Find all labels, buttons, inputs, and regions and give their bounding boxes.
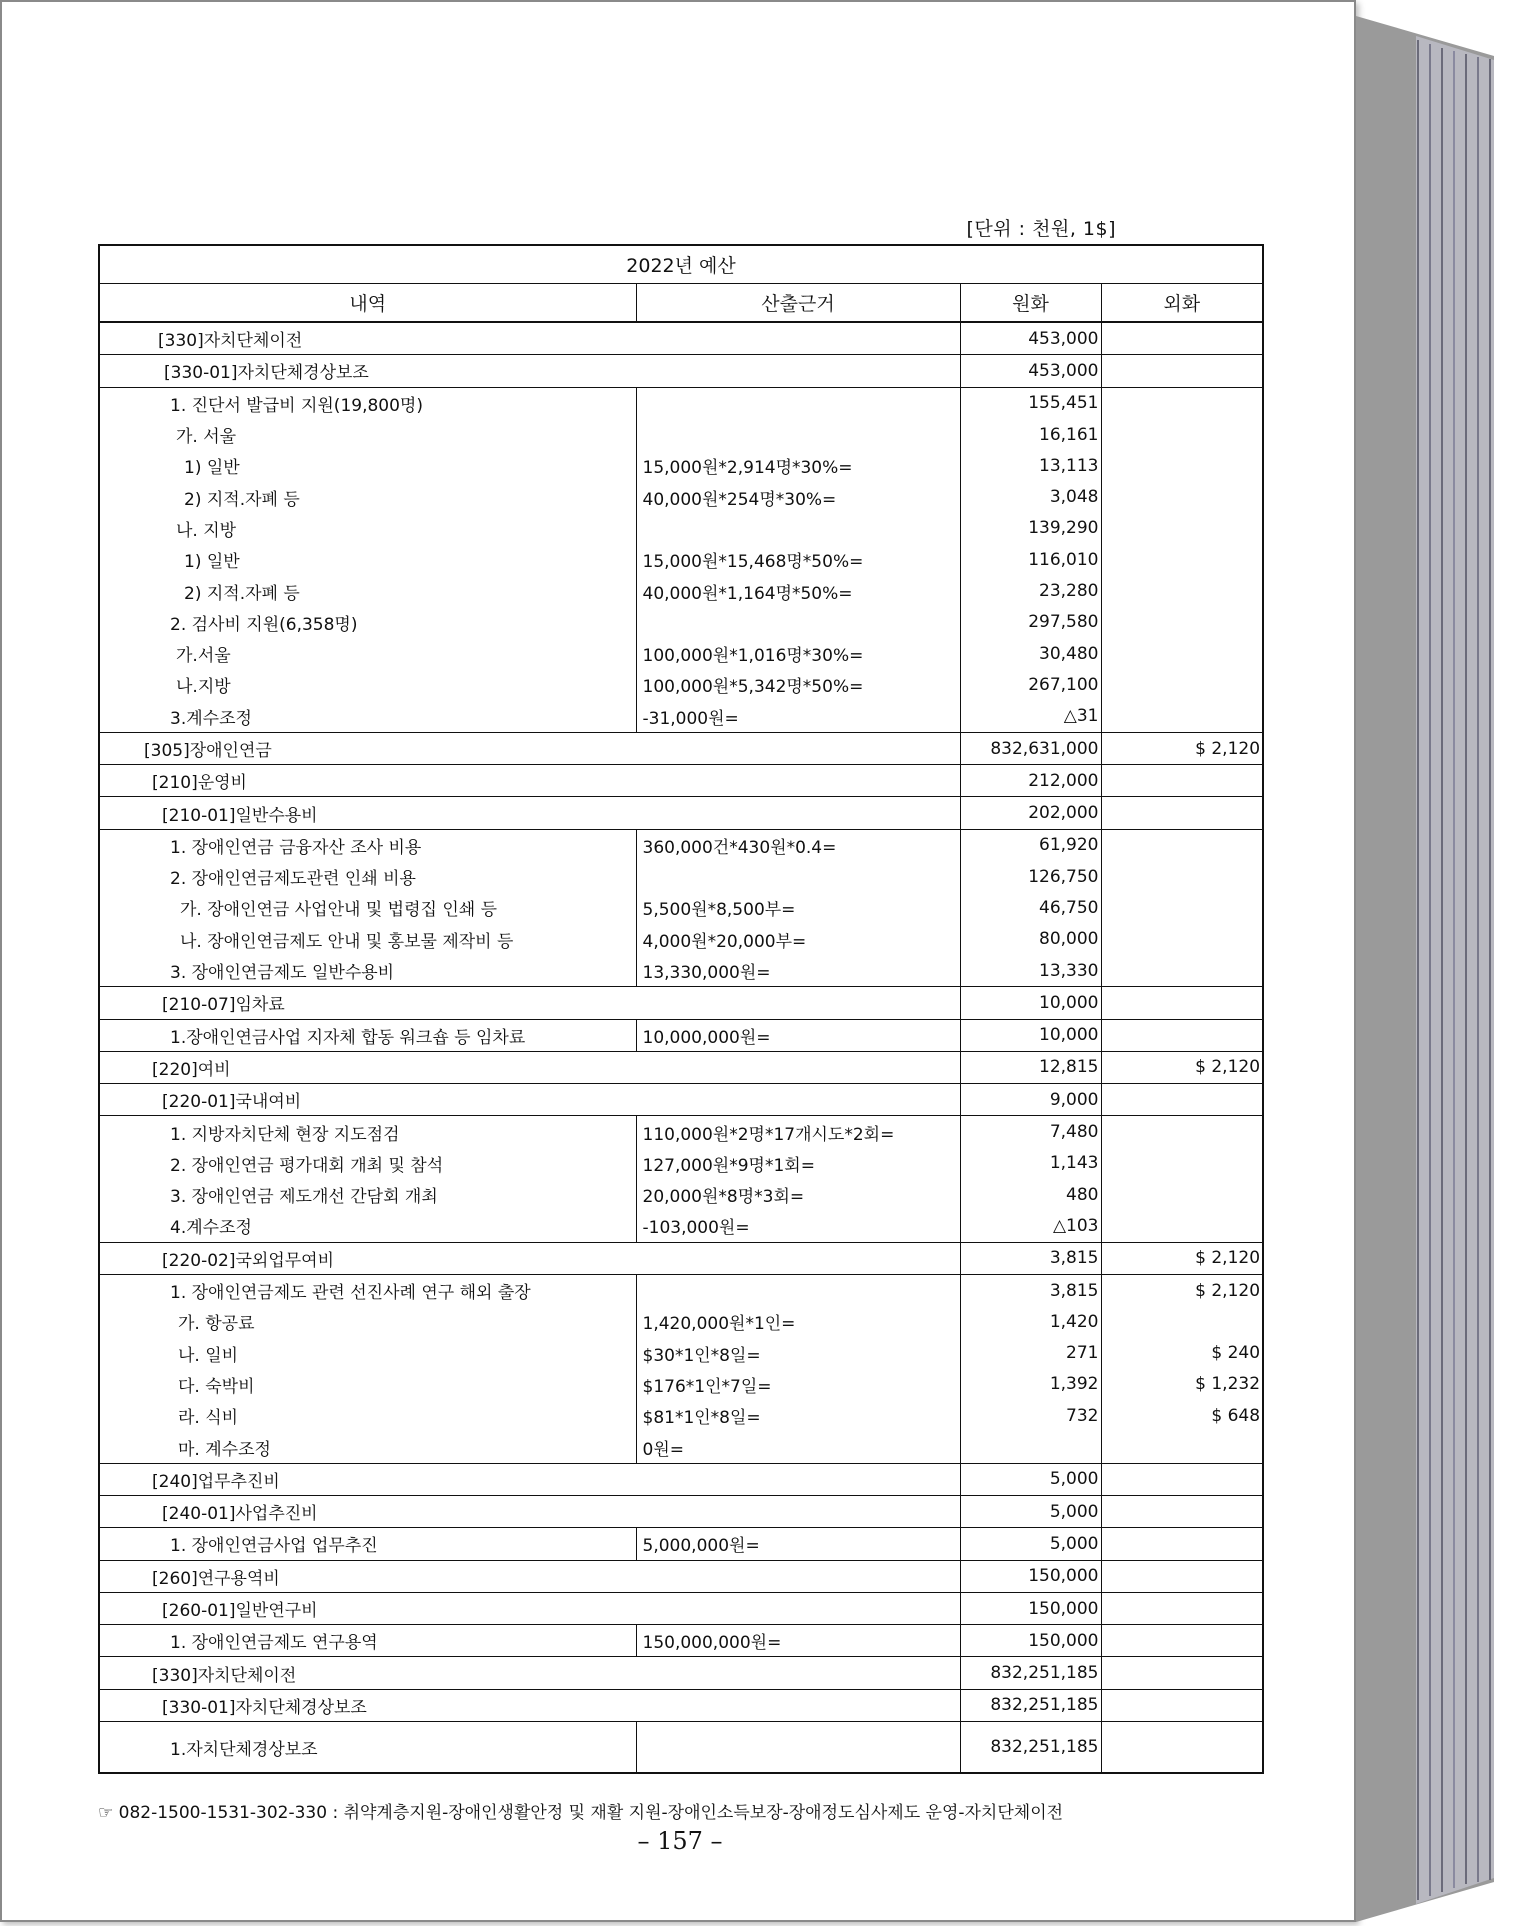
row-description: 3.계수조정 — [99, 701, 636, 733]
row-foreign-amount — [1101, 987, 1263, 1019]
row-krw-amount: 150,000 — [960, 1592, 1101, 1624]
table-row — [99, 481, 1263, 512]
table-row — [99, 1592, 1263, 1624]
row-description: [330]자치단체이전 — [99, 322, 960, 355]
row-description: [210-01]일반수용비 — [99, 797, 960, 829]
row-krw-amount: 80,000 — [960, 924, 1101, 955]
row-foreign-amount: $ 648 — [1101, 1400, 1263, 1431]
row-description: 4.계수조정 — [99, 1210, 636, 1242]
table-row — [99, 1051, 1263, 1083]
row-description: 3. 장애인연금 제도개선 간담회 개최 — [99, 1179, 636, 1210]
row-foreign-amount — [1101, 450, 1263, 481]
row-krw-amount: 271 — [960, 1338, 1101, 1369]
row-description: [220]여비 — [99, 1051, 960, 1083]
row-basis — [636, 607, 960, 638]
row-krw-amount: 7,480 — [960, 1116, 1101, 1148]
row-foreign-amount — [1101, 955, 1263, 987]
row-krw-amount: 3,048 — [960, 481, 1101, 512]
row-basis: 5,500원*8,500부= — [636, 892, 960, 923]
table-row — [99, 1722, 1263, 1774]
row-basis: 100,000원*5,342명*50%= — [636, 669, 960, 700]
row-basis: $176*1인*7일= — [636, 1369, 960, 1400]
table-row — [99, 1084, 1263, 1116]
book-page-edges — [1356, 16, 1494, 1922]
row-krw-amount: 16,161 — [960, 419, 1101, 450]
row-description: [260-01]일반연구비 — [99, 1592, 960, 1624]
row-basis: 40,000원*254명*30%= — [636, 481, 960, 512]
table-row — [99, 1625, 1263, 1657]
row-description: 2) 지적.자폐 등 — [99, 575, 636, 606]
row-description: 가. 서울 — [99, 419, 636, 450]
row-foreign-amount — [1101, 575, 1263, 606]
row-description: [305]장애인연금 — [99, 732, 960, 764]
row-foreign-amount — [1101, 419, 1263, 450]
row-description: 가. 항공료 — [99, 1306, 636, 1337]
row-basis — [636, 861, 960, 892]
row-krw-amount: 480 — [960, 1179, 1101, 1210]
row-foreign-amount: $ 2,120 — [1101, 1051, 1263, 1083]
row-krw-amount: 155,451 — [960, 387, 1101, 419]
row-krw-amount: 10,000 — [960, 987, 1101, 1019]
row-foreign-amount — [1101, 322, 1263, 355]
row-basis: -103,000원= — [636, 1210, 960, 1242]
table-row — [99, 955, 1263, 987]
row-description: 가.서울 — [99, 638, 636, 669]
row-foreign-amount — [1101, 669, 1263, 700]
table-row — [99, 669, 1263, 700]
row-foreign-amount — [1101, 1657, 1263, 1689]
row-foreign-amount — [1101, 1528, 1263, 1560]
row-basis: 0원= — [636, 1431, 960, 1463]
row-basis: 1,420,000원*1인= — [636, 1306, 960, 1337]
row-basis — [636, 1274, 960, 1306]
row-foreign-amount — [1101, 1431, 1263, 1463]
row-foreign-amount — [1101, 387, 1263, 419]
row-description: 라. 식비 — [99, 1400, 636, 1431]
row-foreign-amount — [1101, 829, 1263, 861]
row-krw-amount: 46,750 — [960, 892, 1101, 923]
row-krw-amount: 150,000 — [960, 1560, 1101, 1592]
row-basis: 4,000원*20,000부= — [636, 924, 960, 955]
table-row — [99, 1369, 1263, 1400]
row-basis: 13,330,000원= — [636, 955, 960, 987]
row-krw-amount: 9,000 — [960, 1084, 1101, 1116]
row-foreign-amount — [1101, 797, 1263, 829]
row-krw-amount: 5,000 — [960, 1463, 1101, 1495]
table-row — [99, 419, 1263, 450]
row-krw-amount: 453,000 — [960, 355, 1101, 387]
row-krw-amount: 61,920 — [960, 829, 1101, 861]
row-foreign-amount: $ 2,120 — [1101, 1242, 1263, 1274]
row-krw-amount: 13,113 — [960, 450, 1101, 481]
row-foreign-amount — [1101, 1722, 1263, 1774]
row-foreign-amount — [1101, 1560, 1263, 1592]
table-row — [99, 387, 1263, 419]
row-foreign-amount — [1101, 1463, 1263, 1495]
table-row — [99, 607, 1263, 638]
table-row — [99, 638, 1263, 669]
row-krw-amount: 3,815 — [960, 1274, 1101, 1306]
table-row — [99, 322, 1263, 355]
row-foreign-amount — [1101, 1592, 1263, 1624]
row-description: [210]운영비 — [99, 765, 960, 797]
row-description: 2) 지적.자폐 등 — [99, 481, 636, 512]
row-description: 가. 장애인연금 사업안내 및 법령집 인쇄 등 — [99, 892, 636, 923]
unit-label: [단위 : 천원, 1$] — [966, 218, 1116, 240]
row-description: 나. 일비 — [99, 1338, 636, 1369]
row-krw-amount: 3,815 — [960, 1242, 1101, 1274]
table-row — [99, 1306, 1263, 1337]
row-basis: 10,000,000원= — [636, 1019, 960, 1051]
row-foreign-amount — [1101, 701, 1263, 733]
row-description: 3. 장애인연금제도 일반수용비 — [99, 955, 636, 987]
table-row — [99, 732, 1263, 764]
table-row — [99, 987, 1263, 1019]
row-krw-amount: 1,143 — [960, 1148, 1101, 1179]
row-description: 다. 숙박비 — [99, 1369, 636, 1400]
row-foreign-amount — [1101, 1148, 1263, 1179]
column-header-basis: 산출근거 — [636, 284, 960, 323]
row-description: [240]업무추진비 — [99, 1463, 960, 1495]
table-row — [99, 1528, 1263, 1560]
row-basis: 15,000원*15,468명*50%= — [636, 544, 960, 575]
row-foreign-amount — [1101, 924, 1263, 955]
row-foreign-amount — [1101, 1625, 1263, 1657]
table-row — [99, 544, 1263, 575]
row-description: 마. 계수조정 — [99, 1431, 636, 1463]
table-row — [99, 1274, 1263, 1306]
table-row — [99, 1210, 1263, 1242]
table-row — [99, 1560, 1263, 1592]
row-basis: 40,000원*1,164명*50%= — [636, 575, 960, 606]
row-krw-amount: 5,000 — [960, 1495, 1101, 1527]
column-header-foreign: 외화 — [1101, 284, 1263, 323]
table-row — [99, 1689, 1263, 1721]
table-row — [99, 924, 1263, 955]
row-krw-amount: 1,420 — [960, 1306, 1101, 1337]
table-row — [99, 1400, 1263, 1431]
table-row — [99, 1495, 1263, 1527]
budget-table — [98, 244, 1264, 1774]
row-description: 2. 검사비 지원(6,358명) — [99, 607, 636, 638]
row-foreign-amount — [1101, 1019, 1263, 1051]
table-row — [99, 765, 1263, 797]
row-krw-amount: 116,010 — [960, 544, 1101, 575]
row-description: [210-07]임차료 — [99, 987, 960, 1019]
row-foreign-amount — [1101, 892, 1263, 923]
row-basis: -31,000원= — [636, 701, 960, 733]
row-foreign-amount — [1101, 765, 1263, 797]
row-description: 1. 장애인연금제도 관련 선진사례 연구 해외 출장 — [99, 1274, 636, 1306]
table-row — [99, 1116, 1263, 1148]
row-krw-amount: 832,251,185 — [960, 1722, 1101, 1774]
row-description: 나.지방 — [99, 669, 636, 700]
row-basis: 110,000원*2명*17개시도*2회= — [636, 1116, 960, 1148]
table-row — [99, 513, 1263, 544]
table-row — [99, 575, 1263, 606]
row-krw-amount: 12,815 — [960, 1051, 1101, 1083]
row-basis: 150,000,000원= — [636, 1625, 960, 1657]
row-foreign-amount — [1101, 607, 1263, 638]
row-description: [260]연구용역비 — [99, 1560, 960, 1592]
row-krw-amount: 5,000 — [960, 1528, 1101, 1560]
table-row — [99, 892, 1263, 923]
page-number: – 157 – — [637, 1827, 723, 1855]
row-krw-amount: 732 — [960, 1400, 1101, 1431]
row-description: 1.장애인연금사업 지자체 합동 워크숍 등 임차료 — [99, 1019, 636, 1051]
row-foreign-amount — [1101, 638, 1263, 669]
row-description: 1. 장애인연금제도 연구용역 — [99, 1625, 636, 1657]
row-foreign-amount: $ 2,120 — [1101, 1274, 1263, 1306]
row-foreign-amount — [1101, 544, 1263, 575]
row-foreign-amount — [1101, 861, 1263, 892]
table-row — [99, 1019, 1263, 1051]
row-foreign-amount — [1101, 1689, 1263, 1721]
row-basis: 15,000원*2,914명*30%= — [636, 450, 960, 481]
row-basis: $30*1인*8일= — [636, 1338, 960, 1369]
row-description: 1. 장애인연금 금융자산 조사 비용 — [99, 829, 636, 861]
row-description: [220-01]국내여비 — [99, 1084, 960, 1116]
row-krw-amount: 267,100 — [960, 669, 1101, 700]
table-row — [99, 861, 1263, 892]
row-krw-amount: 202,000 — [960, 797, 1101, 829]
row-description: 2. 장애인연금 평가대회 개최 및 참석 — [99, 1148, 636, 1179]
row-krw-amount: 1,392 — [960, 1369, 1101, 1400]
row-krw-amount: △31 — [960, 701, 1101, 733]
row-krw-amount: 150,000 — [960, 1625, 1101, 1657]
row-foreign-amount — [1101, 1495, 1263, 1527]
table-row — [99, 1148, 1263, 1179]
row-description: [220-02]국외업무여비 — [99, 1242, 960, 1274]
row-foreign-amount — [1101, 355, 1263, 387]
row-krw-amount: 832,251,185 — [960, 1657, 1101, 1689]
row-basis — [636, 387, 960, 419]
row-basis: 127,000원*9명*1회= — [636, 1148, 960, 1179]
row-foreign-amount — [1101, 1084, 1263, 1116]
column-header-krw: 원화 — [960, 284, 1101, 323]
row-description: 1.자치단체경상보조 — [99, 1722, 636, 1774]
row-basis — [636, 513, 960, 544]
row-foreign-amount — [1101, 1116, 1263, 1148]
table-body — [99, 322, 1263, 1773]
row-krw-amount: 297,580 — [960, 607, 1101, 638]
row-description: [330-01]자치단체경상보조 — [99, 355, 960, 387]
column-header-description: 내역 — [99, 284, 636, 323]
row-krw-amount: △103 — [960, 1210, 1101, 1242]
row-basis: 100,000원*1,016명*30%= — [636, 638, 960, 669]
row-description: [330-01]자치단체경상보조 — [99, 1689, 960, 1721]
row-description: 1. 지방자치단체 현장 지도점검 — [99, 1116, 636, 1148]
row-foreign-amount — [1101, 481, 1263, 512]
row-krw-amount: 30,480 — [960, 638, 1101, 669]
table-row — [99, 1431, 1263, 1463]
table-row — [99, 1242, 1263, 1274]
row-description: [240-01]사업추진비 — [99, 1495, 960, 1527]
table-row — [99, 797, 1263, 829]
row-foreign-amount: $ 2,120 — [1101, 732, 1263, 764]
row-foreign-amount — [1101, 1306, 1263, 1337]
table-row — [99, 1463, 1263, 1495]
table-row — [99, 450, 1263, 481]
row-basis: 20,000원*8명*3회= — [636, 1179, 960, 1210]
row-foreign-amount — [1101, 513, 1263, 544]
table-row — [99, 1338, 1263, 1369]
row-description: 1. 진단서 발급비 지원(19,800명) — [99, 387, 636, 419]
row-krw-amount: 832,631,000 — [960, 732, 1101, 764]
table-row — [99, 701, 1263, 733]
row-basis: 5,000,000원= — [636, 1528, 960, 1560]
row-description: 1) 일반 — [99, 544, 636, 575]
table-row — [99, 829, 1263, 861]
row-basis: 360,000건*430원*0.4= — [636, 829, 960, 861]
row-krw-amount: 13,330 — [960, 955, 1101, 987]
row-description: 1) 일반 — [99, 450, 636, 481]
table-row — [99, 1657, 1263, 1689]
row-description: 1. 장애인연금사업 업무추진 — [99, 1528, 636, 1560]
row-description: 나. 장애인연금제도 안내 및 홍보물 제작비 등 — [99, 924, 636, 955]
table-row — [99, 1179, 1263, 1210]
row-krw-amount: 212,000 — [960, 765, 1101, 797]
row-description: 2. 장애인연금제도관련 인쇄 비용 — [99, 861, 636, 892]
row-krw-amount — [960, 1431, 1101, 1463]
row-foreign-amount: $ 1,232 — [1101, 1369, 1263, 1400]
table-title: 2022년 예산 — [99, 245, 1263, 284]
row-krw-amount: 23,280 — [960, 575, 1101, 606]
row-basis — [636, 1722, 960, 1774]
row-krw-amount: 10,000 — [960, 1019, 1101, 1051]
row-foreign-amount: $ 240 — [1101, 1338, 1263, 1369]
row-foreign-amount — [1101, 1210, 1263, 1242]
row-description: 나. 지방 — [99, 513, 636, 544]
row-foreign-amount — [1101, 1179, 1263, 1210]
row-krw-amount: 832,251,185 — [960, 1689, 1101, 1721]
footnote: ☞ 082-1500-1531-302-330 : 취약계층지원-장애인생활안정 및 재활 지원-장애인소득보장-장애정도심사제도 운영-자치단체이전 — [98, 1803, 1064, 1823]
row-basis: $81*1인*8일= — [636, 1400, 960, 1431]
row-basis — [636, 419, 960, 450]
row-krw-amount: 453,000 — [960, 322, 1101, 355]
row-krw-amount: 126,750 — [960, 861, 1101, 892]
table-row — [99, 355, 1263, 387]
row-krw-amount: 139,290 — [960, 513, 1101, 544]
row-description: [330]자치단체이전 — [99, 1657, 960, 1689]
